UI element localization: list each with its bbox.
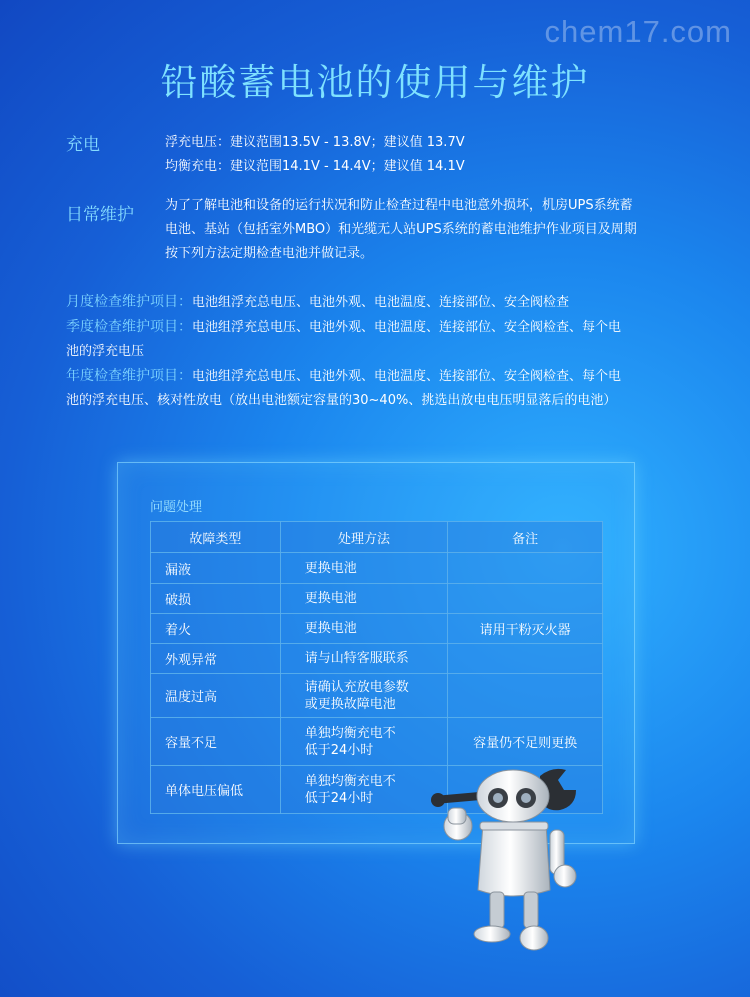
fault-type-cell: 外观异常 xyxy=(151,644,281,674)
header-method: 处理方法 xyxy=(280,522,448,553)
method-cell xyxy=(280,718,448,766)
yearly-label: 年度检查维护项目： xyxy=(66,368,192,384)
method-line: 请与山特客服联系 xyxy=(304,651,409,666)
note-cell: 容量仍不足则更换 xyxy=(448,718,603,766)
method-line: 低于24小时 xyxy=(304,742,374,758)
yearly-inspection xyxy=(66,364,696,389)
charging-label: 充电 xyxy=(66,135,100,155)
quarterly-inspection xyxy=(66,315,696,340)
yearly-text: 电池组浮充总电压、电池外观、电池温度、连接部位、安全阀检查、每个电 xyxy=(192,369,622,384)
maintenance-text xyxy=(165,194,637,266)
fault-type-cell: 破损 xyxy=(151,584,281,614)
maintenance-line: 电池、基站（包括室外MBO）和光缆无人站UPS系统的蓄电池维护作业项目及周期 xyxy=(165,222,637,237)
note-cell xyxy=(448,584,603,614)
fault-type-cell: 容量不足 xyxy=(151,718,281,766)
quarterly-label: 季度检查维护项目： xyxy=(66,319,192,335)
monthly-label: 月度检查维护项目： xyxy=(66,294,192,310)
note-cell xyxy=(448,644,603,674)
table-row xyxy=(151,584,603,614)
maintenance-line: 为了了解电池和设备的运行状况和防止检查过程中电池意外损坏，机房UPS系统蓄 xyxy=(165,198,633,213)
table-row xyxy=(151,614,603,644)
table-row xyxy=(151,718,603,766)
method-cell xyxy=(280,584,448,614)
method-cell xyxy=(280,614,448,644)
note-cell: 请用干粉灭火器 xyxy=(448,614,603,644)
method-line: 或更换故障电池 xyxy=(304,696,396,712)
method-cell xyxy=(280,674,448,718)
float-charge-line: 浮充电压：建议范围13.5V - 13.8V；建议值 13.7V xyxy=(165,135,465,150)
note-cell xyxy=(448,674,603,718)
method-line: 请确认充放电参数 xyxy=(304,679,409,695)
table-row xyxy=(151,644,603,674)
note-cell xyxy=(448,553,603,584)
method-line: 更换电池 xyxy=(304,560,357,576)
watermark: chem17.com xyxy=(544,14,732,49)
maintenance-line: 按下列方法定期检查电池并做记录。 xyxy=(165,246,374,261)
quarterly-text: 电池组浮充总电压、电池外观、电池温度、连接部位、安全阀检查、每个电 xyxy=(192,320,622,335)
method-line: 更换电池 xyxy=(304,621,357,636)
fault-type-cell: 单体电压偏低 xyxy=(151,766,281,814)
table-row xyxy=(151,674,603,718)
fault-type-cell: 着火 xyxy=(151,614,281,644)
inspection-items xyxy=(66,290,696,413)
page-title: 铅酸蓄电池的使用与维护 xyxy=(160,61,590,104)
maintenance-label: 日常维护 xyxy=(66,205,134,225)
robot-with-wrench-icon xyxy=(428,760,598,955)
method-line: 单独均衡充电不 xyxy=(304,773,396,789)
method-line: 单独均衡充电不 xyxy=(304,725,396,741)
method-cell xyxy=(280,766,448,814)
monthly-text: 电池组浮充总电压、电池外观、电池温度、连接部位、安全阀检查 xyxy=(192,295,570,310)
method-line: 更换电池 xyxy=(304,591,357,606)
equalize-charge-line: 均衡充电：建议范围14.1V - 14.4V；建议值 14.1V xyxy=(165,159,465,174)
fault-type-cell: 温度过高 xyxy=(151,674,281,718)
quarterly-text-continued: 池的浮充电压 xyxy=(66,344,145,359)
table-row xyxy=(151,553,603,584)
method-line: 低于24小时 xyxy=(304,790,374,806)
fault-panel-title: 问题处理 xyxy=(150,500,203,515)
header-note: 备注 xyxy=(448,522,603,553)
fault-type-cell: 漏液 xyxy=(151,553,281,584)
table-header-row xyxy=(151,522,603,553)
method-cell xyxy=(280,644,448,674)
yearly-text-continued: 池的浮充电压、核对性放电（放出电池额定容量的30~40%、挑选出放电电压明显落后的电池） xyxy=(66,393,617,408)
method-cell xyxy=(280,553,448,584)
header-fault-type: 故障类型 xyxy=(151,522,281,553)
monthly-inspection xyxy=(66,290,696,315)
